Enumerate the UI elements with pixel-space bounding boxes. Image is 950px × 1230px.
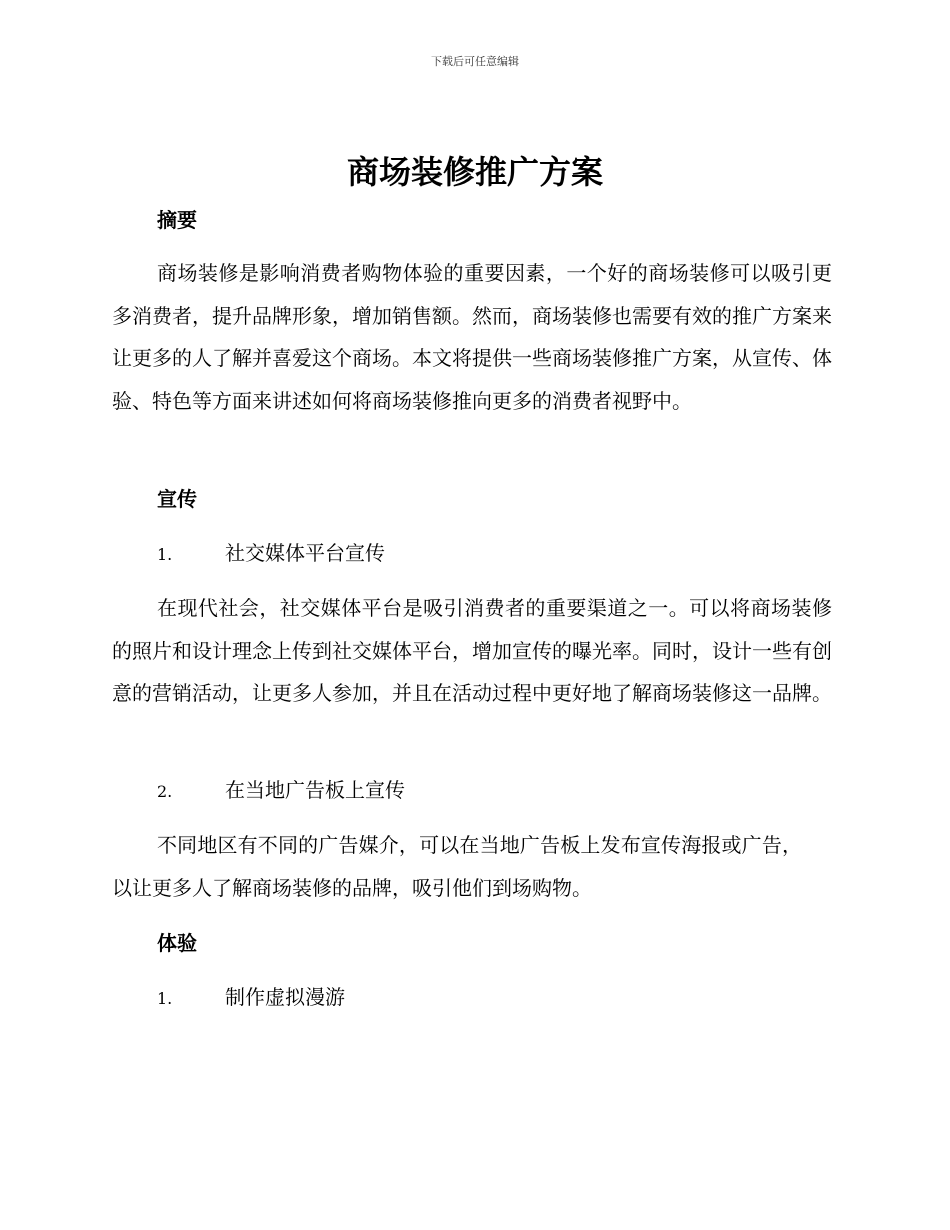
section-heading-experience: 体验 — [157, 931, 197, 955]
list-item-local-billboard — [157, 776, 405, 806]
list-item-number: 1. — [157, 989, 173, 1008]
list-item-title: 社交媒体平台宣传 — [225, 541, 385, 565]
local-billboard-paragraph: 不同地区有不同的广告媒介，可以在当地广告板上发布宣传海报或广告，以让更多人了解商场装修的品牌，吸引他们到场购物。 — [112, 833, 802, 900]
list-item-number: 2. — [157, 782, 173, 801]
list-item-virtual-tour — [157, 983, 345, 1013]
section-heading-abstract: 摘要 — [157, 208, 197, 232]
section-heading-promotion: 宣传 — [157, 487, 197, 511]
list-item-title: 制作虚拟漫游 — [225, 985, 345, 1009]
social-media-paragraph: 在现代社会，社交媒体平台是吸引消费者的重要渠道之一。可以将商场装修的照片和设计理念上传到社交媒体平台，增加宣传的曝光率。同时，设计一些有创意的营销活动，让更多人参加，并且在活动过程中更好地了解商场装修这一品牌。 — [112, 596, 832, 705]
list-item-number: 1. — [157, 545, 173, 564]
document-title: 商场装修推广方案 — [346, 153, 603, 191]
header-note: 下载后可任意编辑 — [431, 55, 519, 68]
list-item-title: 在当地广告板上宣传 — [225, 778, 405, 802]
list-item-social-media — [157, 539, 385, 569]
abstract-paragraph: 商场装修是影响消费者购物体验的重要因素，一个好的商场装修可以吸引更多消费者，提升品牌形象，增加销售额。然而，商场装修也需要有效的推广方案来让更多的人了解并喜爱这个商场。本文将提供一些商场装修推广方案，从宣传、体验、特色等方面来讲述如何将商场装修推向更多的消费者视野中。 — [112, 261, 832, 413]
